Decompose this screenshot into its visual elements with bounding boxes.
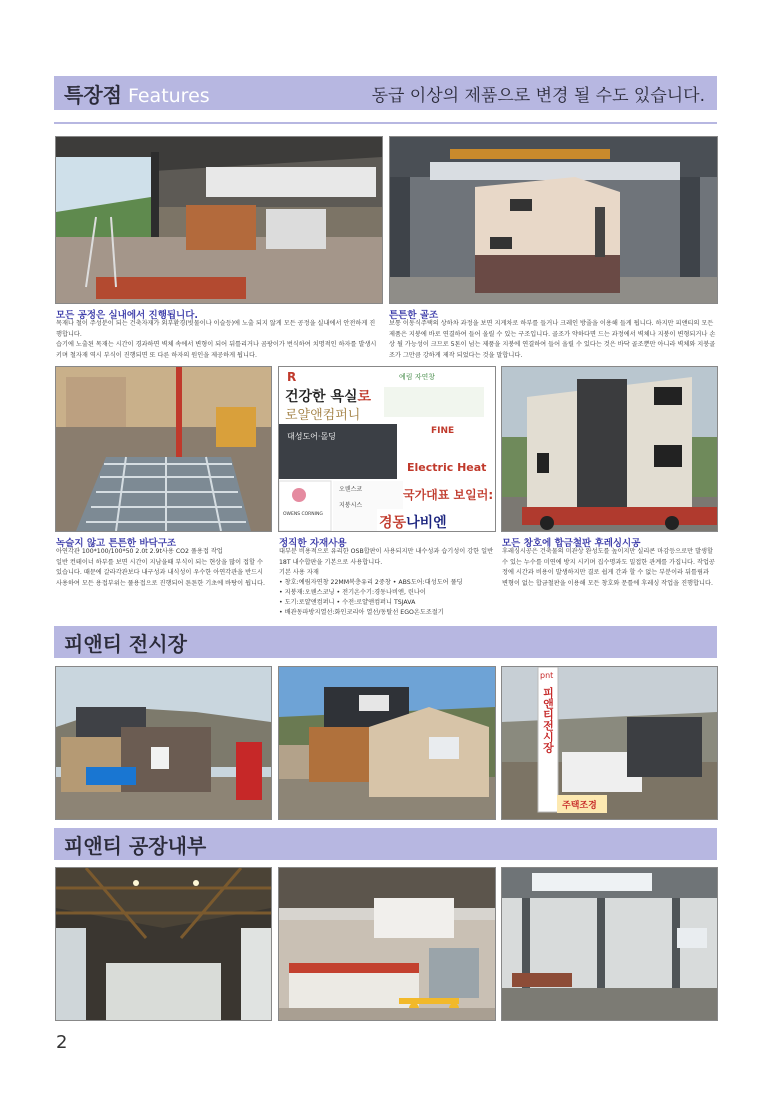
brand-collage (278, 366, 496, 532)
showroom-band (54, 626, 717, 658)
showroom-sign: 피앤티전시장 (541, 687, 555, 753)
features-title-en: Features (127, 84, 210, 107)
feature-body-materials: 대부분 비용적으로 유리한 OSB합판이 사용되지만 내수성과 습기성이 강한 일반 18T 내수합판을 기본으로 사용합니다. 기본 사용 자재 (279, 548, 494, 576)
brand-fine: FINE (431, 426, 455, 436)
brand-roof-ko: 지붕시스 (339, 502, 363, 509)
materials-list (279, 578, 495, 618)
showroom-banner: 주택조경 (562, 801, 597, 811)
list-item: • 지붕재:오웬스코닝 • 전기온수기:경동나비엔, 린나이 (279, 589, 426, 596)
feature-body-indoor: 목재나 철이 주성분이 되는 건축자재가 외부환경(빗물이나 이슬등)에 노출 되지 않게 모든 공정을 실내에서 안전하게 진행합니다. 습기에 노출된 목재는 시간이 경과하면 벽체 속에서 변형이 되어 뒤틀리거나 곰팡이가 번식하여 치명적인 하자를 발생시키며 철자재 역시 부식이 진행되면 또 다른 하자의 원인을 제공하게 됩니다. (56, 320, 377, 359)
photo-window-flashing-house (501, 366, 718, 532)
factory-band (54, 828, 717, 860)
list-item: • 창호:예림자연창 22MM복층유리 2중창 • ABS도어:대성도어 풀딩 (279, 579, 463, 586)
brand-daesung: 대성도어·몰딩 (287, 432, 336, 441)
photo-factory-1 (55, 867, 272, 1021)
brand-electric-heat: Electric Heat (407, 461, 487, 474)
photo-steel-frame-house (389, 136, 718, 304)
photo-factory-3 (501, 867, 718, 1021)
feature-body-floor: 아연각관 100*100/100*50 2.0t 2.9t사용 CO2 풀용접 작업 일반 컨테이너 하부를 보면 시간이 지남을때 부식이 되는 현상을 많이 접할 수 있습니다. 때문에 갈라각관보다 내구성과 내식성이 우수한 아연각관을 반드시 사용하여 모든 용접부위는 풀용접으로 진행되어 튼튼한 기초에 바탕이 됩니다. (56, 548, 265, 587)
list-item: • 도기:로얄앤컴퍼니 • 수전:로얄앤컴퍼니 TSJAVA (279, 599, 416, 606)
feature-title-materials: 정직한 자재사용 (279, 538, 347, 549)
feature-title-floor: 녹슬지 않고 튼튼한 바닥구조 (56, 538, 177, 549)
svg-text:R: R (287, 370, 297, 384)
brand-korean-boiler: 국가대표 보일러: (403, 488, 494, 502)
brand-navien: 경동나비엔 (379, 515, 447, 531)
photo-factory-2 (278, 867, 496, 1021)
brand-royal: 로얄앤컴퍼니 (285, 408, 361, 423)
brand-owens-ko: 오웬스코 (339, 486, 363, 493)
feature-title-flashing: 모든 창호에 합금철판 후레싱시공 (502, 538, 641, 549)
feature-body-frame: 보통 이동식주택의 상하차 과정을 보면 지게차로 하부를 들거나 크레인 방줄을 이용해 들게 됩니다. 하지만 피앤티의 모든 제품은 지붕에 바로 연결하여 들어 올릴 수 있는 구조입니다. 골조가 약하다면 드는 과정에서 벽체나 지붕이 변형되거나 손상 될 가능성이 크므로 5톤이 넘는 제품을 지붕에 연결하여 들어 올릴 수 있다는 것은 바닥 골조뿐만 아니라 벽체와 지붕골조가 그만큼 강하게 제작 되었다는 것을 말합니다. (389, 320, 716, 359)
feature-body-flashing: 후레싱시공은 건축물의 미관상 완성도를 높이지만 실리콘 마감등으로만 발생할 수 있는 누수를 미연에 방지 시키며 집수명과도 밀접한 관계를 가집니다. 작업공정에 시간과 비용이 발생하지만 결로 쉽게 간과 할 수 없는 부분이라 뒤틀림과 변형이 없는 합금철판을 이용해 모든 창호와 문틀에 후레싱 작업을 진행합니다. (502, 548, 715, 587)
brand-owens: OWENS CORNING (283, 512, 323, 517)
features-header-band (54, 76, 717, 110)
photo-showroom-2 (278, 666, 496, 820)
showroom-sign-top: pnt (540, 671, 554, 680)
photo-indoor-workshop (55, 136, 383, 304)
features-title: 특장점 Features (64, 82, 210, 107)
feature-title-indoor: 모든 공정은 실내에서 진행됩니다. (56, 310, 199, 321)
header-divider (54, 122, 717, 124)
photo-showroom-3 (501, 666, 718, 820)
photo-showroom-1 (55, 666, 272, 820)
feature-title-frame: 튼튼한 골조 (389, 310, 439, 321)
showroom-title: 피앤티 전시장 (64, 631, 187, 656)
page-number: 2 (56, 1032, 68, 1053)
brand-yelim: 예림 자연창 (399, 373, 436, 381)
list-item: • 배관동파방지열선:화인코리아 열선/동탈선 EGO온도조절기 (279, 609, 444, 616)
features-subtitle: 동급 이상의 제품으로 변경 될 수도 있습니다. (371, 85, 705, 106)
brand-healthy-bath: 건강한 욕실로 (285, 389, 372, 405)
photo-floor-structure (55, 366, 272, 532)
factory-title: 피앤티 공장내부 (64, 833, 207, 858)
